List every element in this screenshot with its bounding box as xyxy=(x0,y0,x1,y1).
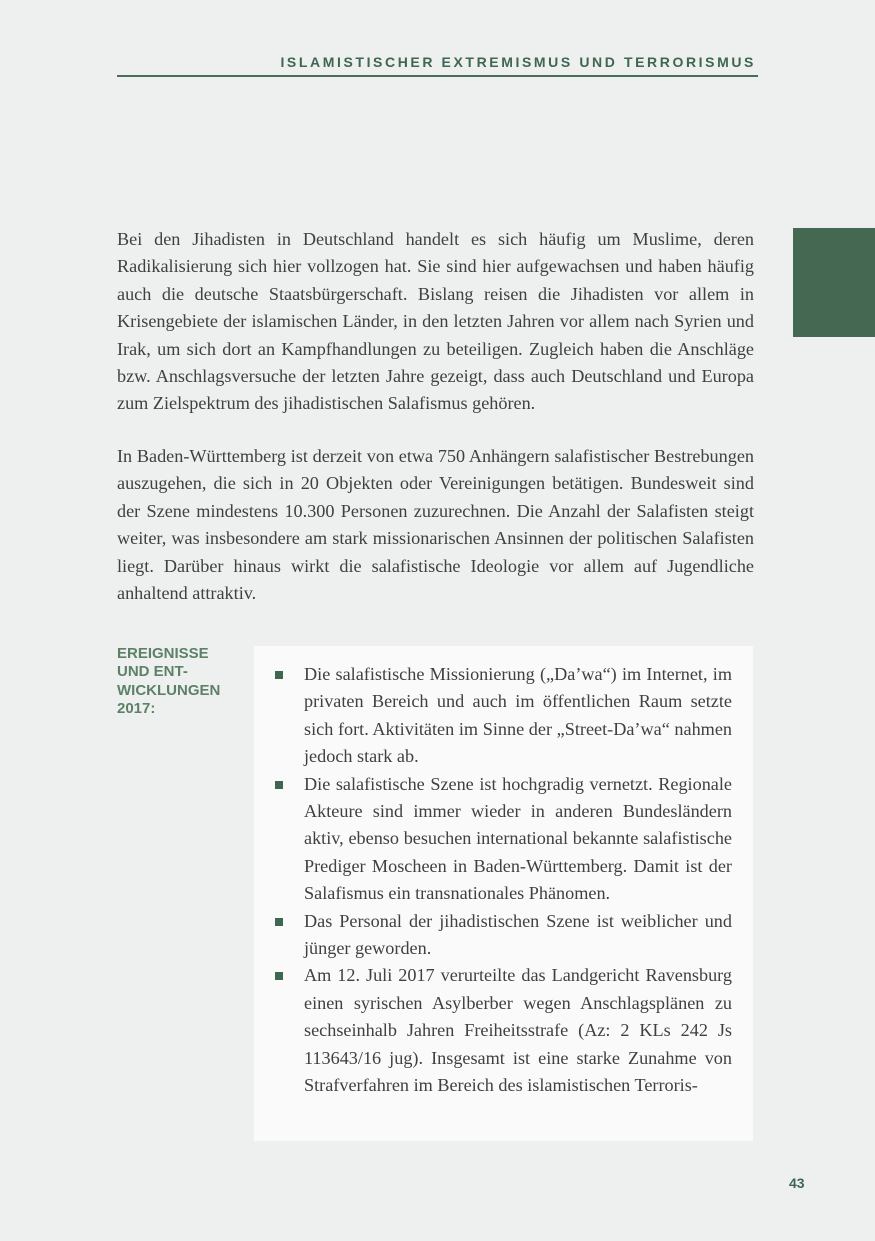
list-item xyxy=(304,962,732,1099)
square-bullet-icon xyxy=(275,781,283,789)
chapter-tab-marker xyxy=(793,228,875,337)
events-list xyxy=(254,646,753,1100)
list-item-text: Das Personal der jihadistischen Szene ist weiblicher und jünger geworden. xyxy=(304,910,732,959)
header-divider xyxy=(117,75,758,77)
list-item xyxy=(304,661,732,771)
square-bullet-icon xyxy=(275,918,283,926)
page-number: 43 xyxy=(789,1175,805,1191)
running-header: ISLAMISTISCHER EXTREMISMUS UND TERRORISMUS xyxy=(280,54,756,70)
body-paragraph-1: Bei den Jihadisten in Deutschland handelt es sich häufig um Muslime, deren Radikalisierung sich hier vollzogen hat. Sie sind hier aufgewachsen und haben häufig auch die deutsche Staatsbürgerschaft. Bislang reisen die Jihadisten vor allem in Krisengebiete der islamischen Länder, in den letzten Jahren vor allem nach Syrien und Irak, um sich dort an Kampfhandlungen zu beteiligen. Zugleich haben die Anschläge bzw. Anschlagsversuche der letzten Jahre gezeigt, dass auch Deutschland und Europa zum Zielspektrum des jihadistischen Salafismus gehören. xyxy=(117,229,754,414)
list-item-text: Die salafistische Szene ist hochgradig vernetzt. Regionale Akteure sind immer wieder in anderen Bundesländern aktiv, ebenso besuchen international bekannte salafistische Prediger Moscheen in Baden-Württemberg. Damit ist der Salafismus ein transnationales Phänomen. xyxy=(304,773,732,904)
list-item-text: Am 12. Juli 2017 verurteilte das Landgericht Ravensburg einen syrischen Asylberber wegen Anschlagsplänen zu sechseinhalb Jahren Freiheitsstrafe (Az: 2 KLs 242 Js 113643/16 jug). Insgesamt ist eine starke Zunahme von Strafverfahren im Bereich des islamistischen Terroris- xyxy=(304,965,732,1096)
list-item xyxy=(304,908,732,963)
events-section-label: EREIGNISSE UND ENT- WICKLUNGEN 2017: xyxy=(117,645,221,718)
body-paragraph-2: In Baden-Württemberg ist derzeit von etwa 750 Anhängern salafistischer Bestrebungen auszugehen, die sich in 20 Objekten oder Vereinigungen betätigen. Bundesweit sind der Szene mindestens 10.300 Personen zuzurechnen. Die Anzahl der Salafisten steigt weiter, was insbesondere am stark missionarischen Ansinnen der politischen Salafisten liegt. Darüber hinaus wirkt die salafistische Ideologie vor allem auf Jugendliche anhaltend attraktiv. xyxy=(117,446,754,604)
list-item xyxy=(304,771,732,908)
square-bullet-icon xyxy=(275,972,283,980)
events-box xyxy=(254,646,753,1141)
square-bullet-icon xyxy=(275,671,283,679)
list-item-text: Die salafistische Missionierung („Da’wa“) im Internet, im privaten Bereich und auch im öffentlichen Raum setzte sich fort. Aktivitäten im Sinne der „Street-Da’wa“ nahmen jedoch stark ab. xyxy=(304,664,732,767)
